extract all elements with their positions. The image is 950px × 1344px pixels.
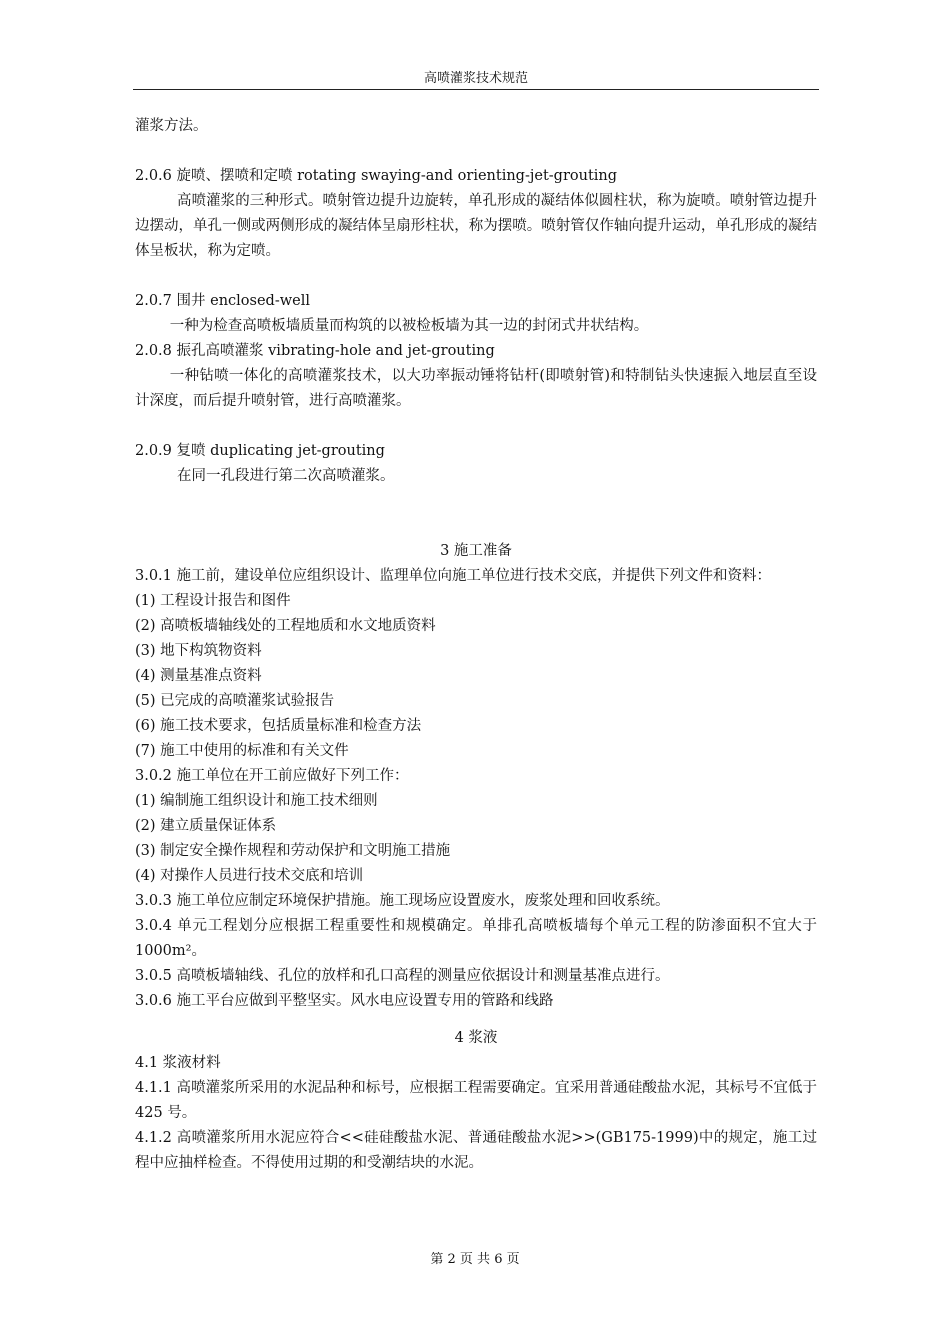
term-2-0-9-body: 在同一孔段进行第二次高喷灌浆。 bbox=[177, 468, 395, 484]
clause-3-0-5: 3.0.5 高喷板墙轴线、孔位的放样和孔口高程的测量应依据设计和测量基准点进行。 bbox=[135, 968, 670, 984]
chapter-3-heading: 3 施工准备 bbox=[440, 543, 512, 559]
term-2-0-9-title: 2.0.9 复喷 duplicating jet-grouting bbox=[135, 443, 385, 459]
document-body bbox=[135, 114, 817, 1176]
list-item: (3) 制定安全操作规程和劳动保护和文明施工措施 bbox=[135, 843, 451, 859]
list-item: (4) 对操作人员进行技术交底和培训 bbox=[135, 868, 364, 884]
term-2-0-8-body: 一种钻喷一体化的高喷灌浆技术，以大功率振动锤将钻杆(即喷射管)和特制钻头快速振入地层直至设计深度，而后提升喷射管，进行高喷灌浆。 bbox=[135, 368, 817, 409]
section-4-1-heading: 4.1 浆液材料 bbox=[135, 1055, 221, 1071]
page-header-title: 高喷灌浆技术规范 bbox=[423, 71, 528, 86]
header-rule bbox=[133, 89, 819, 90]
clause-3-0-4: 3.0.4 单元工程划分应根据工程重要性和规模确定。单排孔高喷板墙每个单元工程的防渗面积不宜大于 1000m²。 bbox=[135, 918, 817, 959]
list-item: (7) 施工中使用的标准和有关文件 bbox=[135, 743, 349, 759]
list-item: (2) 建立质量保证体系 bbox=[135, 818, 277, 834]
term-2-0-8-title: 2.0.8 振孔高喷灌浆 vibrating-hole and jet-grouting bbox=[135, 343, 495, 359]
list-item: (3) 地下构筑物资料 bbox=[135, 643, 262, 659]
clause-3-0-1: 3.0.1 施工前，建设单位应组织设计、监理单位向施工单位进行技术交底，并提供下列文件和资料： bbox=[135, 568, 771, 584]
term-2-0-6-body: 高喷灌浆的三种形式。喷射管边提升边旋转，单孔形成的凝结体似圆柱状，称为旋喷。喷射管边提升边摆动，单孔一侧或两侧形成的凝结体呈扇形柱状，称为摆喷。喷射管仅作轴向提升运动，单孔形成的凝结体呈板状，称为定喷。 bbox=[135, 193, 817, 259]
clause-4-1-1: 4.1.1 高喷灌浆所采用的水泥品种和标号，应根据工程需要确定。宜采用普通硅酸盐水泥，其标号不宜低于 425 号。 bbox=[135, 1080, 817, 1121]
paragraph-continuation: 灌浆方法。 bbox=[135, 118, 208, 134]
list-item: (2) 高喷板墙轴线处的工程地质和水文地质资料 bbox=[135, 618, 436, 634]
term-2-0-7-title: 2.0.7 围井 enclosed-well bbox=[135, 293, 310, 309]
clause-3-0-3: 3.0.3 施工单位应制定环境保护措施。施工现场应设置废水，废浆处理和回收系统。 bbox=[135, 893, 670, 909]
list-item: (6) 施工技术要求，包括质量标准和检查方法 bbox=[135, 718, 422, 734]
chapter-4-heading: 4 浆液 bbox=[454, 1030, 498, 1046]
term-2-0-7-body: 一种为检查高喷板墙质量而构筑的以被检板墙为其一边的封闭式井状结构。 bbox=[169, 318, 649, 334]
clause-4-1-2: 4.1.2 高喷灌浆所用水泥应符合<<硅硅酸盐水泥、普通硅酸盐水泥>>(GB175-1999)中的规定，施工过程中应抽样检查。不得使用过期的和受潮结块的水泥。 bbox=[135, 1130, 817, 1171]
term-2-0-6-title: 2.0.6 旋喷、摆喷和定喷 rotating swaying-and orienting-jet-grouting bbox=[135, 168, 618, 184]
page-number: 第 2 页 共 6 页 bbox=[430, 1252, 520, 1267]
list-item: (1) 编制施工组织设计和施工技术细则 bbox=[135, 793, 378, 809]
list-item: (1) 工程设计报告和图件 bbox=[135, 593, 291, 609]
clause-3-0-6: 3.0.6 施工平台应做到平整坚实。风水电应设置专用的管路和线路 bbox=[135, 993, 554, 1009]
list-item: (4) 测量基准点资料 bbox=[135, 668, 262, 684]
clause-3-0-2: 3.0.2 施工单位在开工前应做好下列工作： bbox=[135, 768, 409, 784]
list-item: (5) 已完成的高喷灌浆试验报告 bbox=[135, 693, 335, 709]
